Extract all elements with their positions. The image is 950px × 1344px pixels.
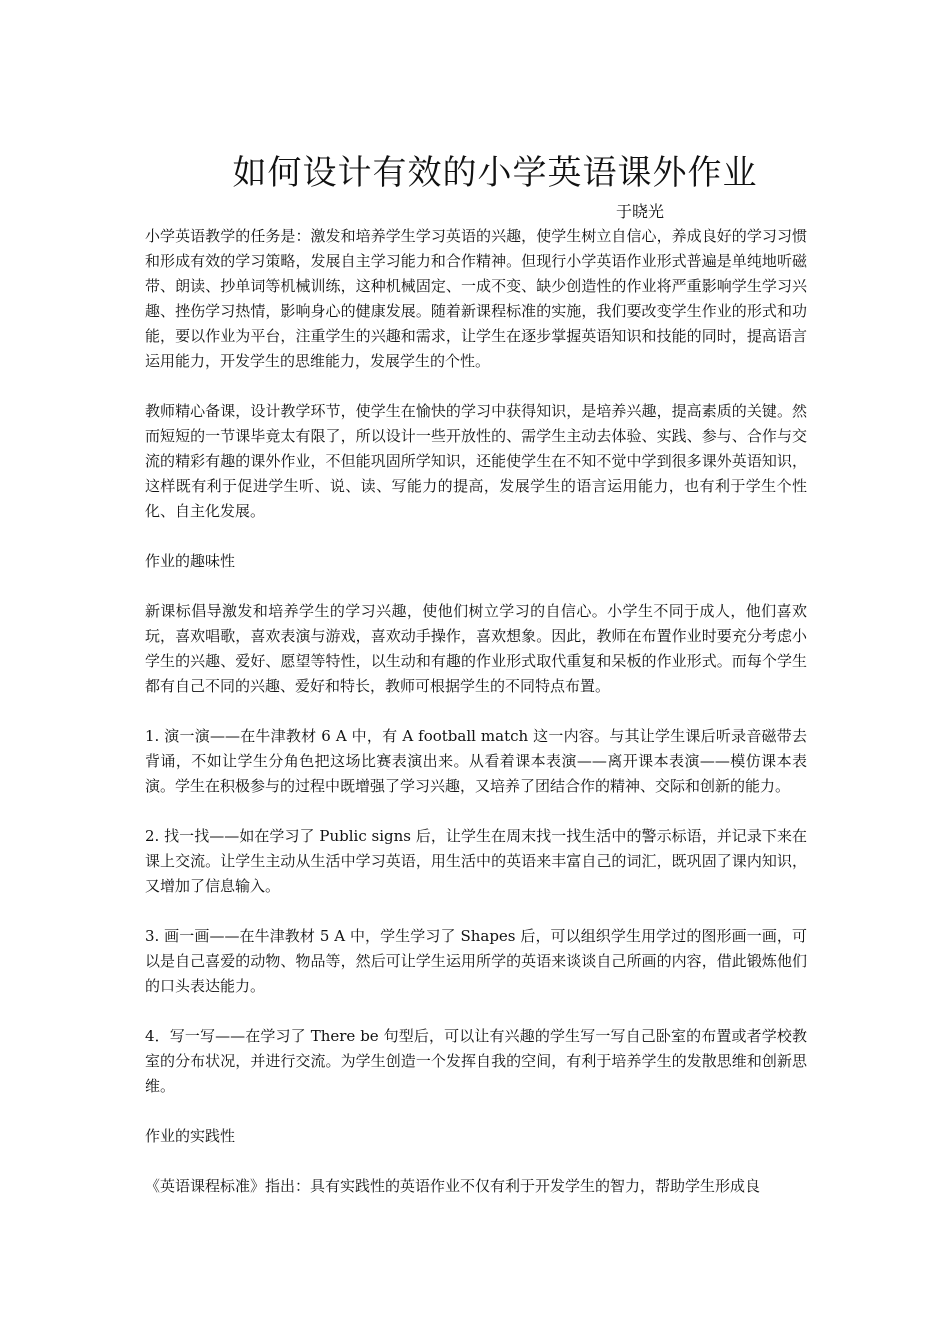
- document-title: 如何设计有效的小学英语课外作业: [232, 153, 758, 193]
- list-item-write: 4．写一写——在学习了 There be 句型后，可以让有兴趣的学生写一写自己卧室的布置或者学校教室的分布状况，并进行交流。为学生创造一个发挥自我的空间，有利于培养学生的发散思维和创新思维。: [145, 1027, 807, 1095]
- list-item-act: 1. 演一演——在牛津教材 6 A 中，有 A football match 这一内容。与其让学生课后听录音磁带去背诵，不如让学生分角色把这场比赛表演出来。从看着课本表演——离开课本表演——模仿课本表演。学生在积极参与的过程中既增强了学习兴趣，又培养了团结合作的精神、交际和创新的能力。: [145, 727, 807, 795]
- paragraph-lesson-prep: 教师精心备课，设计教学环节，使学生在愉快的学习中获得知识，是培养兴趣，提高素质的关键。然而短短的一节课毕竟太有限了，所以设计一些开放性的、需学生主动去体验、实践、参与、合作与交流的精彩有趣的课外作业，不但能巩固所学知识，还能使学生在不知不觉中学到很多课外英语知识，这样既有利于促进学生听、说、读、写能力的提高，发展学生的语言运用能力，也有利于学生个性化、自主化发展。: [145, 402, 807, 520]
- document-body: [145, 224, 807, 1224]
- section-heading-interest: 作业的趣味性: [145, 552, 236, 570]
- author-name: 于晓光: [616, 202, 665, 221]
- list-item-draw: 3. 画一画——在牛津教材 5 A 中，学生学习了 Shapes 后，可以组织学生用学过的图形画一画，可以是自己喜爱的动物、物品等，然后可让学生运用所学的英语来谈谈自己所画的内容，借此锻炼他们的口头表达能力。: [145, 927, 807, 995]
- paragraph-intro: 小学英语教学的任务是：激发和培养学生学习英语的兴趣，使学生树立自信心，养成良好的学习习惯和形成有效的学习策略，发展自主学习能力和合作精神。但现行小学英语作业形式普遍是单纯地听磁带、朗读、抄单词等机械训练，这种机械固定、一成不变、缺少创造性的作业将严重影响学生学习兴趣、挫伤学习热情，影响身心的健康发展。随着新课程标准的实施，我们要改变学生作业的形式和功能，要以作业为平台，注重学生的兴趣和需求，让学生在逐步掌握英语知识和技能的同时，提高语言运用能力，开发学生的思维能力，发展学生的个性。: [145, 227, 807, 370]
- list-item-find: 2. 找一找——如在学习了 Public signs 后，让学生在周末找一找生活中的警示标语，并记录下来在课上交流。让学生主动从生活中学习英语，用生活中的英语来丰富自己的词汇，既巩固了课内知识，又增加了信息输入。: [145, 827, 807, 895]
- paragraph-interest: 新课标倡导激发和培养学生的学习兴趣，使他们树立学习的自信心。小学生不同于成人，他们喜欢玩，喜欢唱歌，喜欢表演与游戏，喜欢动手操作，喜欢想象。因此，教师在布置作业时要充分考虑小学生的兴趣、爱好、愿望等特性，以生动和有趣的作业形式取代重复和呆板的作业形式。而每个学生都有自己不同的兴趣、爱好和特长，教师可根据学生的不同特点布置。: [145, 602, 807, 695]
- paragraph-practice: 《英语课程标准》指出：具有实践性的英语作业不仅有利于开发学生的智力，帮助学生形成良: [145, 1177, 761, 1195]
- section-heading-practice: 作业的实践性: [145, 1127, 236, 1145]
